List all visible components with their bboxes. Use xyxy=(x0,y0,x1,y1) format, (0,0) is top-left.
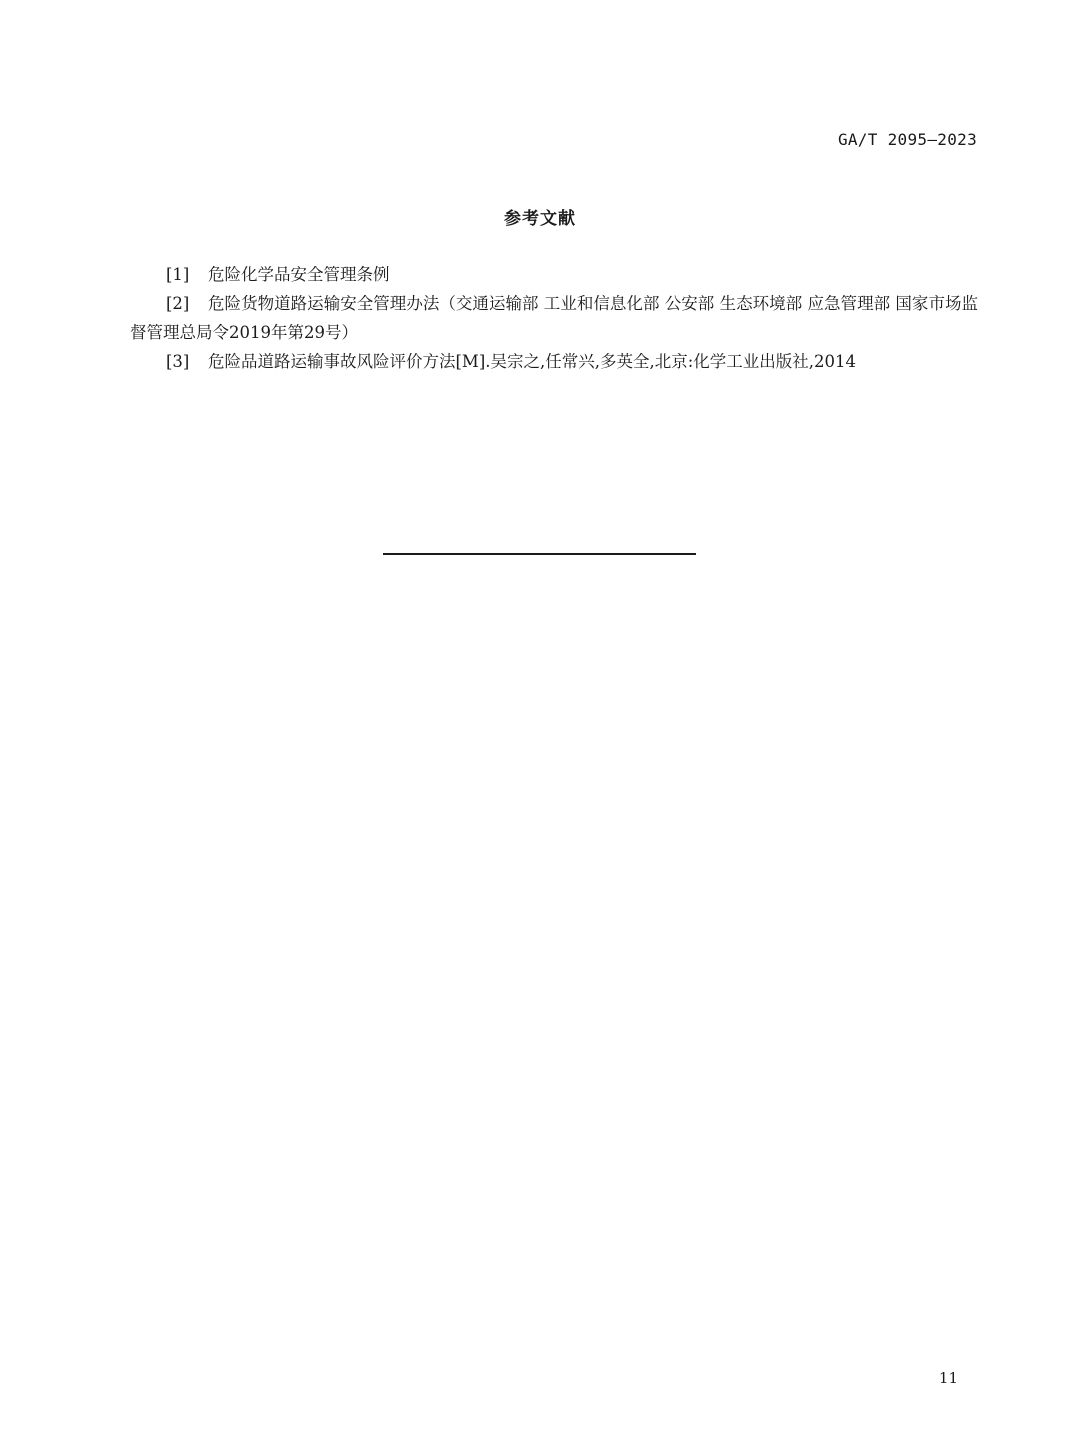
reference-item xyxy=(130,260,978,289)
reference-text: 危险货物道路运输安全管理办法（交通运输部 工业和信息化部 公安部 生态环境部 应急管理部 国家市场监督管理总局令2019年第29号） xyxy=(130,294,978,342)
reference-number: [2] xyxy=(166,294,190,313)
section-title: 参考文献 xyxy=(504,209,576,229)
document-code: GA/T 2095—2023 xyxy=(837,130,977,149)
reference-list xyxy=(130,260,978,376)
reference-item xyxy=(130,289,978,347)
page-number: 11 xyxy=(938,1369,958,1387)
reference-number: [1] xyxy=(166,265,190,284)
reference-number: [3] xyxy=(166,352,190,371)
reference-text: 危险品道路运输事故风险评价方法[M].吴宗之,任常兴,多英全,北京:化学工业出版社,2014 xyxy=(208,352,857,371)
reference-text: 危险化学品安全管理条例 xyxy=(208,265,390,284)
end-divider xyxy=(383,553,696,555)
reference-item xyxy=(130,347,978,376)
